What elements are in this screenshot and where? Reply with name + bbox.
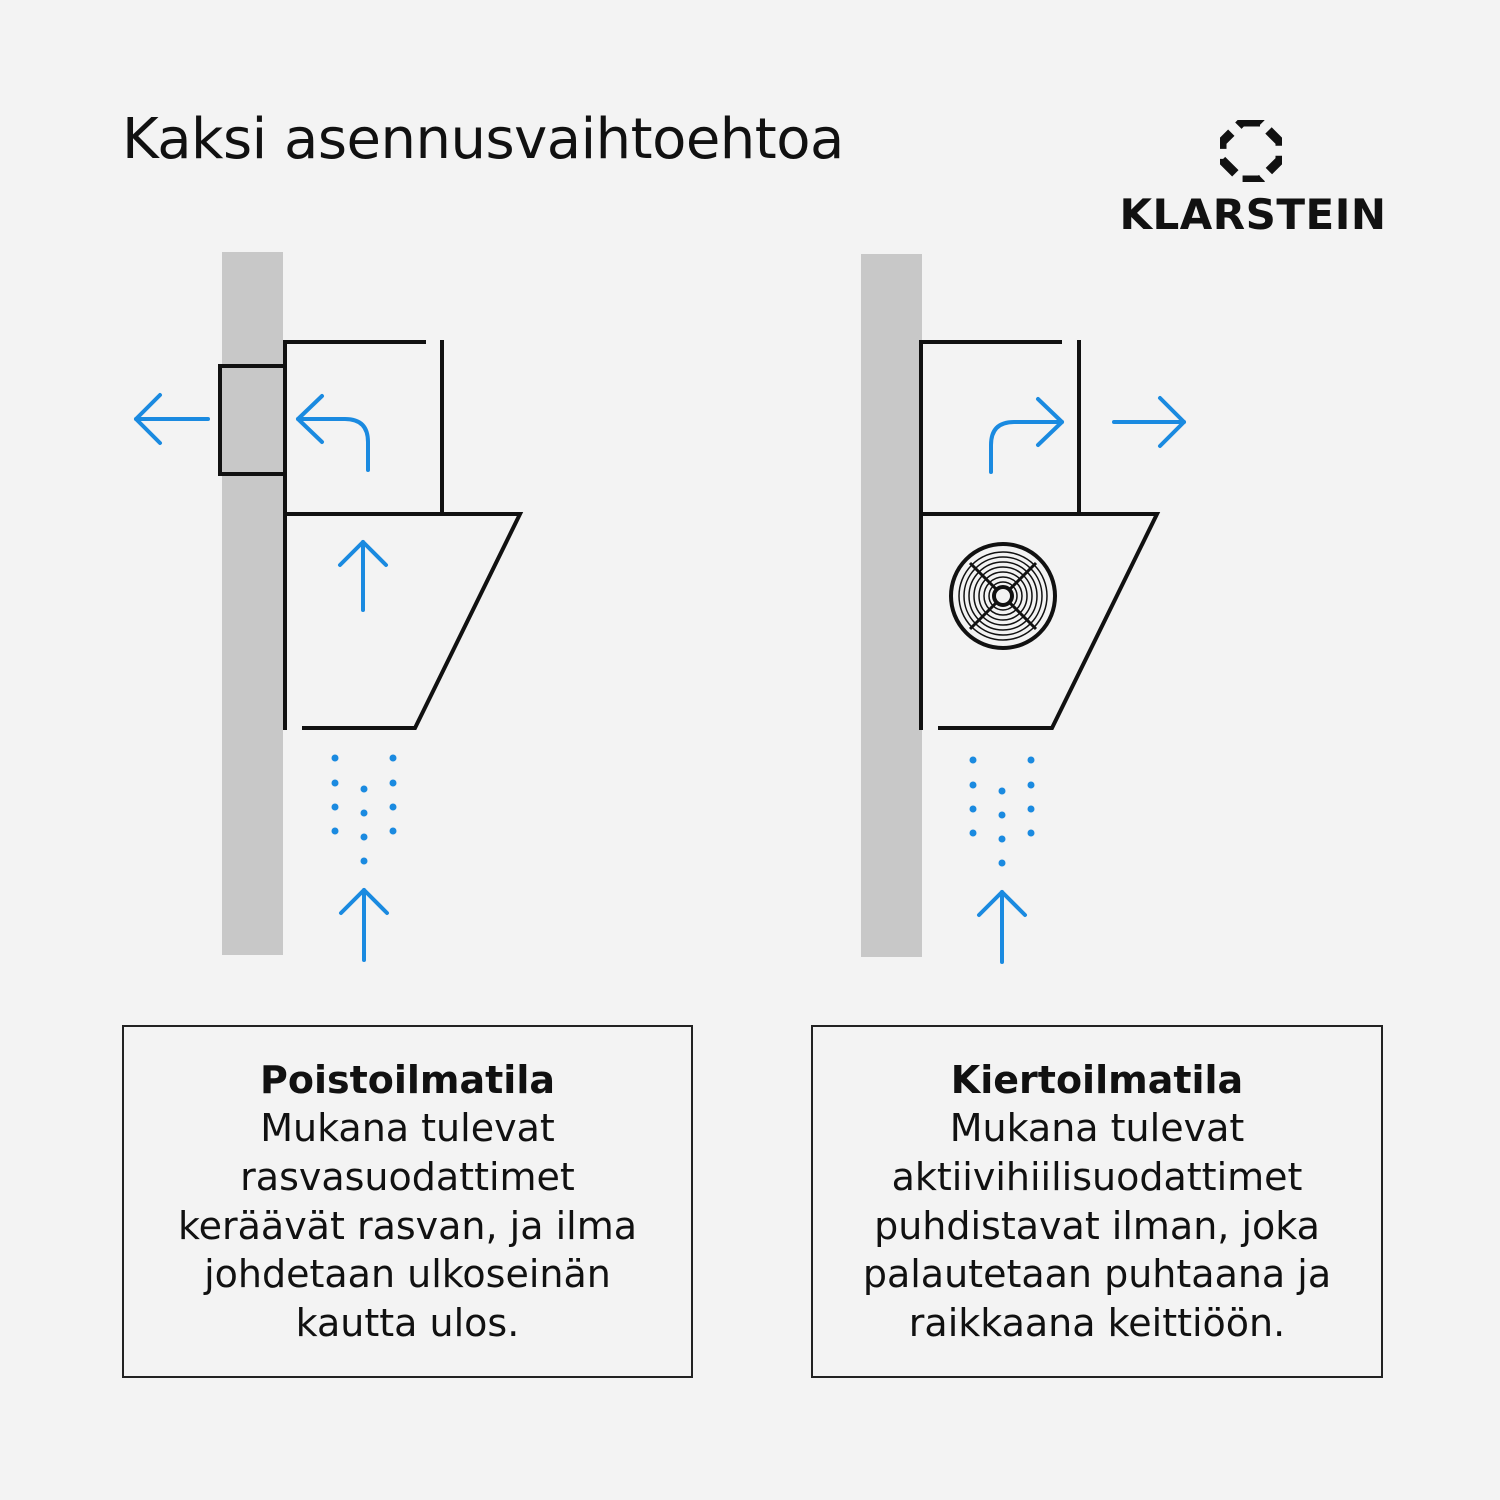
fan-icon — [951, 544, 1055, 648]
hood-chimney — [285, 340, 442, 730]
airflow-up-from-stove-icon — [341, 890, 387, 960]
mode-description-line: aktiivihiilisuodattimet — [891, 1154, 1303, 1199]
airflow-recirculate-out-icon — [1114, 398, 1184, 446]
exhaust-mode-card — [122, 1025, 693, 1378]
mode-description-line: kautta ulos. — [295, 1300, 520, 1345]
page-title: Kaksi asennusvaihtoehtoa — [122, 107, 844, 172]
steam-dots — [970, 757, 1035, 867]
mode-description-line: rasvasuodattimet — [240, 1154, 575, 1199]
wall-left — [222, 252, 283, 955]
mode-description-line: Mukana tulevat — [949, 1106, 1245, 1151]
brand-name: KLARSTEIN — [1119, 190, 1387, 239]
airflow-bend-left-icon — [298, 396, 368, 470]
airflow-up-inside-icon — [340, 542, 386, 610]
airflow-up-from-stove-icon — [979, 892, 1025, 962]
mode-heading: Poistoilmatila — [259, 1057, 556, 1102]
wall-right — [861, 254, 922, 957]
recirculation-diagram — [861, 254, 1184, 962]
exhaust-diagram — [136, 252, 520, 960]
mode-description-line: Mukana tulevat — [260, 1106, 555, 1151]
mode-heading: Kiertoilmatila — [950, 1057, 1244, 1102]
steam-dots — [332, 755, 397, 865]
mode-description-line: keräävät rasvan, ja ilma — [177, 1203, 638, 1248]
hood-chimney — [921, 340, 1079, 730]
mode-description-line: raikkaana keittiöön. — [908, 1300, 1286, 1345]
airflow-bend-right-icon — [991, 399, 1062, 472]
hood-canopy — [285, 514, 520, 728]
airflow-exhaust-out-icon — [136, 395, 208, 443]
mode-description-line: palautetaan puhtaana ja — [862, 1252, 1332, 1297]
recirculation-mode-card — [811, 1025, 1383, 1378]
mode-description-line: johdetaan ulkoseinän — [204, 1252, 611, 1297]
mode-description-line: puhdistavat ilman, joka — [874, 1203, 1320, 1248]
